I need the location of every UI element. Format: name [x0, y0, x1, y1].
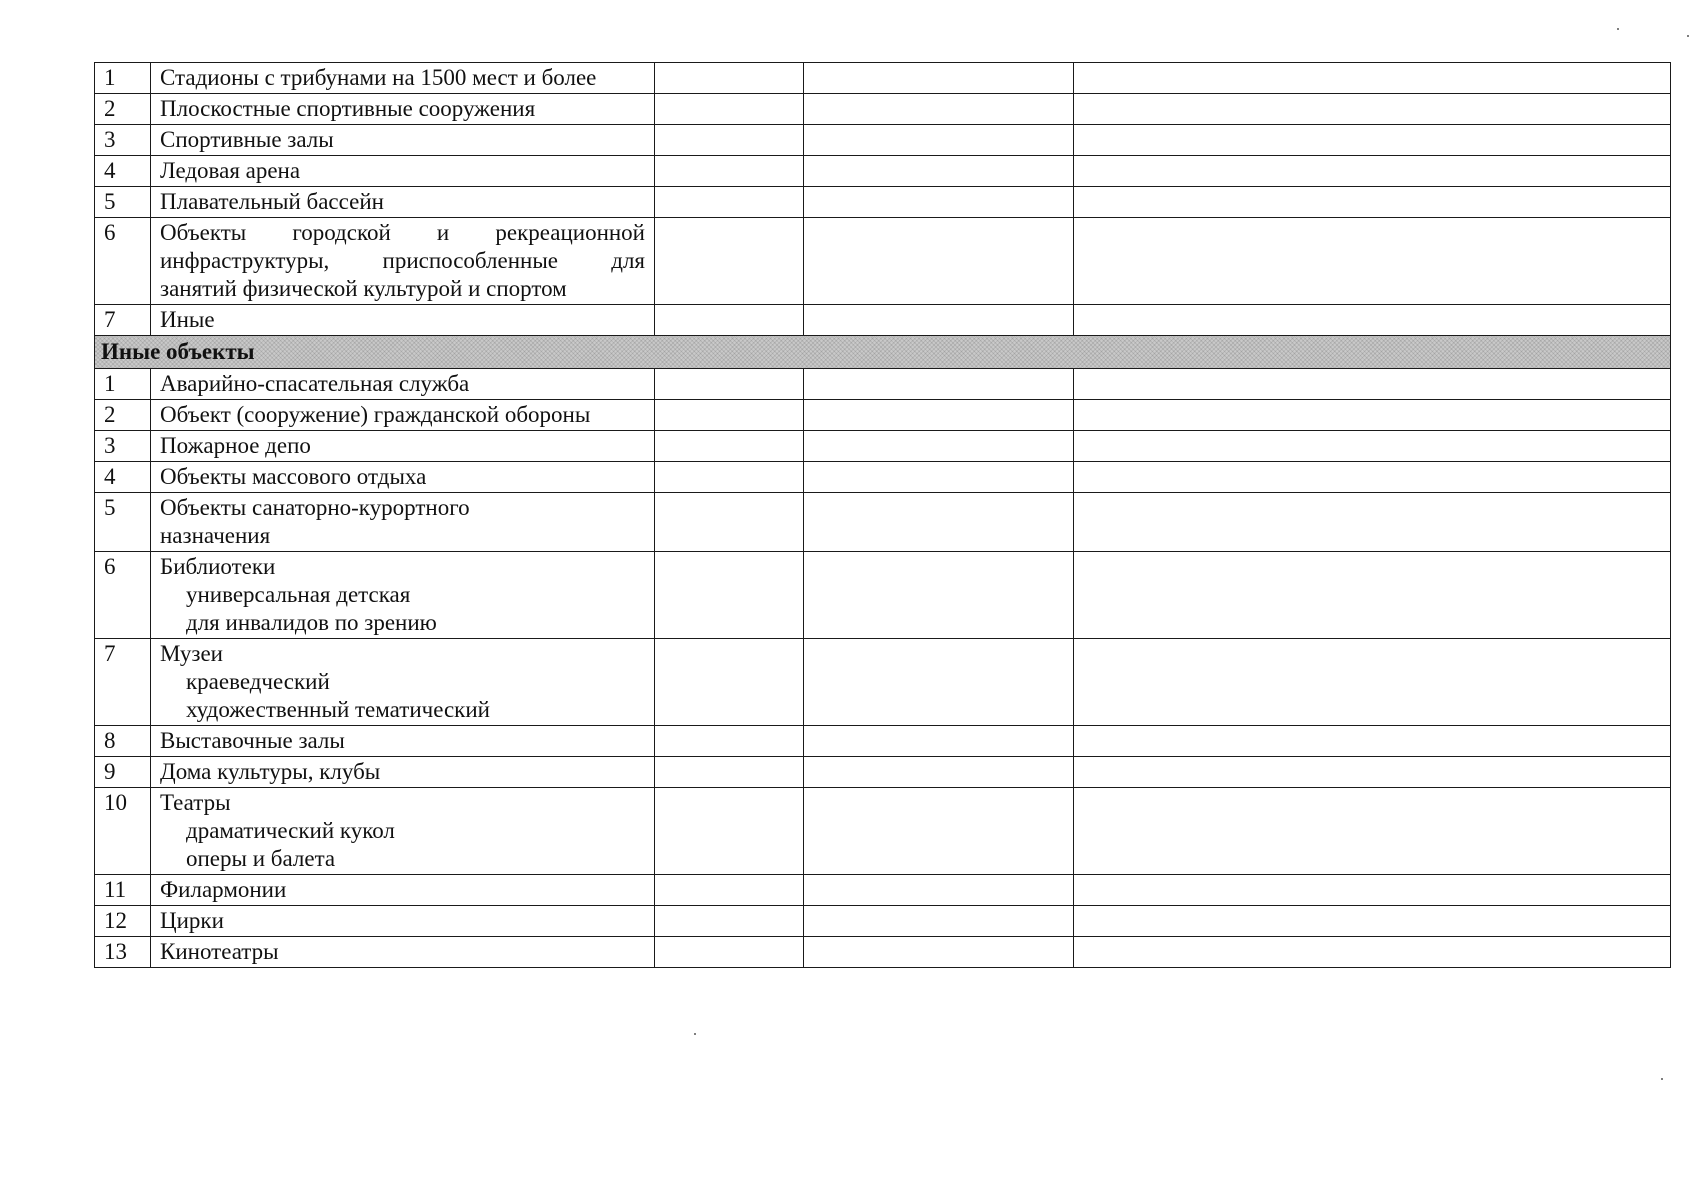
empty-cell-a	[655, 94, 804, 125]
object-name-line: Филармонии	[160, 877, 287, 902]
object-name-cell	[151, 218, 655, 305]
object-name-cell	[151, 125, 655, 156]
empty-cell-c	[1074, 305, 1671, 336]
empty-cell-a	[655, 462, 804, 493]
object-name-line: Стадионы с трибунами на 1500 мест и более	[160, 65, 597, 90]
empty-cell-b	[804, 369, 1074, 400]
empty-cell-c	[1074, 462, 1671, 493]
empty-cell-b	[804, 552, 1074, 639]
empty-cell-a	[655, 552, 804, 639]
table-row	[95, 94, 1671, 125]
empty-cell-b	[804, 757, 1074, 788]
object-name-cell	[151, 757, 655, 788]
table-row	[95, 156, 1671, 187]
empty-cell-b	[804, 937, 1074, 968]
empty-cell-b	[804, 63, 1074, 94]
object-name-cell	[151, 63, 655, 94]
empty-cell-c	[1074, 63, 1671, 94]
row-number: 6	[95, 218, 151, 305]
empty-cell-a	[655, 875, 804, 906]
object-subtype-line: для инвалидов по зрению	[186, 610, 437, 635]
table-row	[95, 431, 1671, 462]
object-name-cell	[151, 187, 655, 218]
object-name-line: Иные	[160, 307, 215, 332]
empty-cell-b	[804, 788, 1074, 875]
empty-cell-c	[1074, 757, 1671, 788]
table-row	[95, 63, 1671, 94]
object-name-line: Объекты санаторно-курортного	[160, 495, 470, 520]
object-name-line: Аварийно-спасательная служба	[160, 371, 470, 396]
table-row	[95, 906, 1671, 937]
empty-cell-b	[804, 726, 1074, 757]
empty-cell-a	[655, 906, 804, 937]
row-number: 4	[95, 156, 151, 187]
object-name-cell	[151, 726, 655, 757]
empty-cell-a	[655, 369, 804, 400]
table-row	[95, 493, 1671, 552]
object-name-line: назначения	[160, 523, 271, 548]
empty-cell-c	[1074, 906, 1671, 937]
object-name-line: Дома культуры, клубы	[160, 759, 381, 784]
table-row	[95, 552, 1671, 639]
empty-cell-b	[804, 125, 1074, 156]
empty-cell-c	[1074, 937, 1671, 968]
empty-cell-a	[655, 305, 804, 336]
object-name-line: Плоскостные спортивные сооружения	[160, 96, 536, 121]
objects-table-body	[95, 63, 1671, 968]
object-name-cell	[151, 400, 655, 431]
section-title: Иные объекты	[95, 336, 1671, 369]
object-name-cell	[151, 906, 655, 937]
empty-cell-c	[1074, 369, 1671, 400]
object-name-line: Объекты массового отдыха	[160, 464, 427, 489]
section-header-row	[95, 336, 1671, 369]
table-row	[95, 788, 1671, 875]
empty-cell-a	[655, 63, 804, 94]
object-subtype-line: оперы и балета	[186, 846, 336, 871]
object-name-cell	[151, 462, 655, 493]
table-row	[95, 462, 1671, 493]
object-subtype-line: краеведческий	[186, 669, 330, 694]
table-row	[95, 726, 1671, 757]
empty-cell-b	[804, 94, 1074, 125]
empty-cell-b	[804, 906, 1074, 937]
object-name-cell	[151, 788, 655, 875]
scan-speck	[1617, 28, 1619, 30]
object-name-line: Ледовая арена	[160, 158, 301, 183]
object-name-line: Объекты городской и рекреационной	[160, 220, 645, 245]
empty-cell-a	[655, 218, 804, 305]
row-number: 13	[95, 937, 151, 968]
table-row	[95, 187, 1671, 218]
empty-cell-a	[655, 156, 804, 187]
object-subtype-line: драматический кукол	[186, 818, 395, 843]
object-name-line: Объект (сооружение) гражданской обороны	[160, 402, 591, 427]
table-row	[95, 305, 1671, 336]
empty-cell-a	[655, 125, 804, 156]
empty-cell-a	[655, 726, 804, 757]
row-number: 3	[95, 431, 151, 462]
object-name-line: Театры	[160, 790, 231, 815]
object-name-line: Выставочные залы	[160, 728, 345, 753]
object-name-line: инфраструктуры, приспособленные для	[160, 248, 645, 273]
row-number: 10	[95, 788, 151, 875]
row-number: 1	[95, 369, 151, 400]
empty-cell-c	[1074, 218, 1671, 305]
empty-cell-b	[804, 218, 1074, 305]
empty-cell-c	[1074, 788, 1671, 875]
row-number: 5	[95, 493, 151, 552]
object-name-cell	[151, 875, 655, 906]
object-name-cell	[151, 156, 655, 187]
empty-cell-c	[1074, 156, 1671, 187]
empty-cell-a	[655, 757, 804, 788]
table-row	[95, 369, 1671, 400]
empty-cell-c	[1074, 639, 1671, 726]
scan-speck	[1661, 1078, 1663, 1080]
empty-cell-b	[804, 875, 1074, 906]
row-number: 3	[95, 125, 151, 156]
object-name-cell	[151, 639, 655, 726]
object-name-line: Плавательный бассейн	[160, 189, 384, 214]
empty-cell-c	[1074, 125, 1671, 156]
object-name-cell	[151, 94, 655, 125]
object-name-line: Пожарное депо	[160, 433, 311, 458]
empty-cell-b	[804, 462, 1074, 493]
object-name-line: Цирки	[160, 908, 224, 933]
table-row	[95, 875, 1671, 906]
empty-cell-b	[804, 431, 1074, 462]
empty-cell-c	[1074, 726, 1671, 757]
row-number: 2	[95, 400, 151, 431]
object-name-line: Музеи	[160, 641, 223, 666]
object-name-cell	[151, 937, 655, 968]
empty-cell-a	[655, 937, 804, 968]
empty-cell-c	[1074, 552, 1671, 639]
empty-cell-c	[1074, 400, 1671, 431]
empty-cell-c	[1074, 431, 1671, 462]
empty-cell-c	[1074, 94, 1671, 125]
empty-cell-b	[804, 305, 1074, 336]
scan-speck	[694, 1033, 696, 1035]
empty-cell-c	[1074, 493, 1671, 552]
object-subtype-line: художественный тематический	[186, 697, 490, 722]
row-number: 11	[95, 875, 151, 906]
object-name-cell	[151, 369, 655, 400]
table-row	[95, 125, 1671, 156]
row-number: 9	[95, 757, 151, 788]
scan-speck	[1687, 35, 1689, 37]
empty-cell-b	[804, 400, 1074, 431]
empty-cell-b	[804, 156, 1074, 187]
empty-cell-a	[655, 639, 804, 726]
row-number: 5	[95, 187, 151, 218]
object-name-line: занятий физической культурой и спортом	[160, 276, 567, 301]
row-number: 1	[95, 63, 151, 94]
table-row	[95, 639, 1671, 726]
empty-cell-c	[1074, 187, 1671, 218]
empty-cell-a	[655, 187, 804, 218]
empty-cell-a	[655, 431, 804, 462]
empty-cell-b	[804, 639, 1074, 726]
object-name-cell	[151, 493, 655, 552]
object-name-cell	[151, 431, 655, 462]
object-name-line: Библиотеки	[160, 554, 276, 579]
empty-cell-a	[655, 493, 804, 552]
object-name-cell	[151, 305, 655, 336]
empty-cell-b	[804, 493, 1074, 552]
object-name-cell	[151, 552, 655, 639]
row-number: 7	[95, 305, 151, 336]
empty-cell-b	[804, 187, 1074, 218]
row-number: 2	[95, 94, 151, 125]
table-row	[95, 757, 1671, 788]
row-number: 6	[95, 552, 151, 639]
empty-cell-a	[655, 400, 804, 431]
object-name-line: Спортивные залы	[160, 127, 334, 152]
empty-cell-c	[1074, 875, 1671, 906]
table-row	[95, 218, 1671, 305]
empty-cell-a	[655, 788, 804, 875]
row-number: 4	[95, 462, 151, 493]
object-subtype-line: универсальная детская	[186, 582, 411, 607]
row-number: 12	[95, 906, 151, 937]
table-row	[95, 400, 1671, 431]
objects-table	[94, 62, 1671, 968]
row-number: 8	[95, 726, 151, 757]
row-number: 7	[95, 639, 151, 726]
object-name-line: Кинотеатры	[160, 939, 279, 964]
table-row	[95, 937, 1671, 968]
